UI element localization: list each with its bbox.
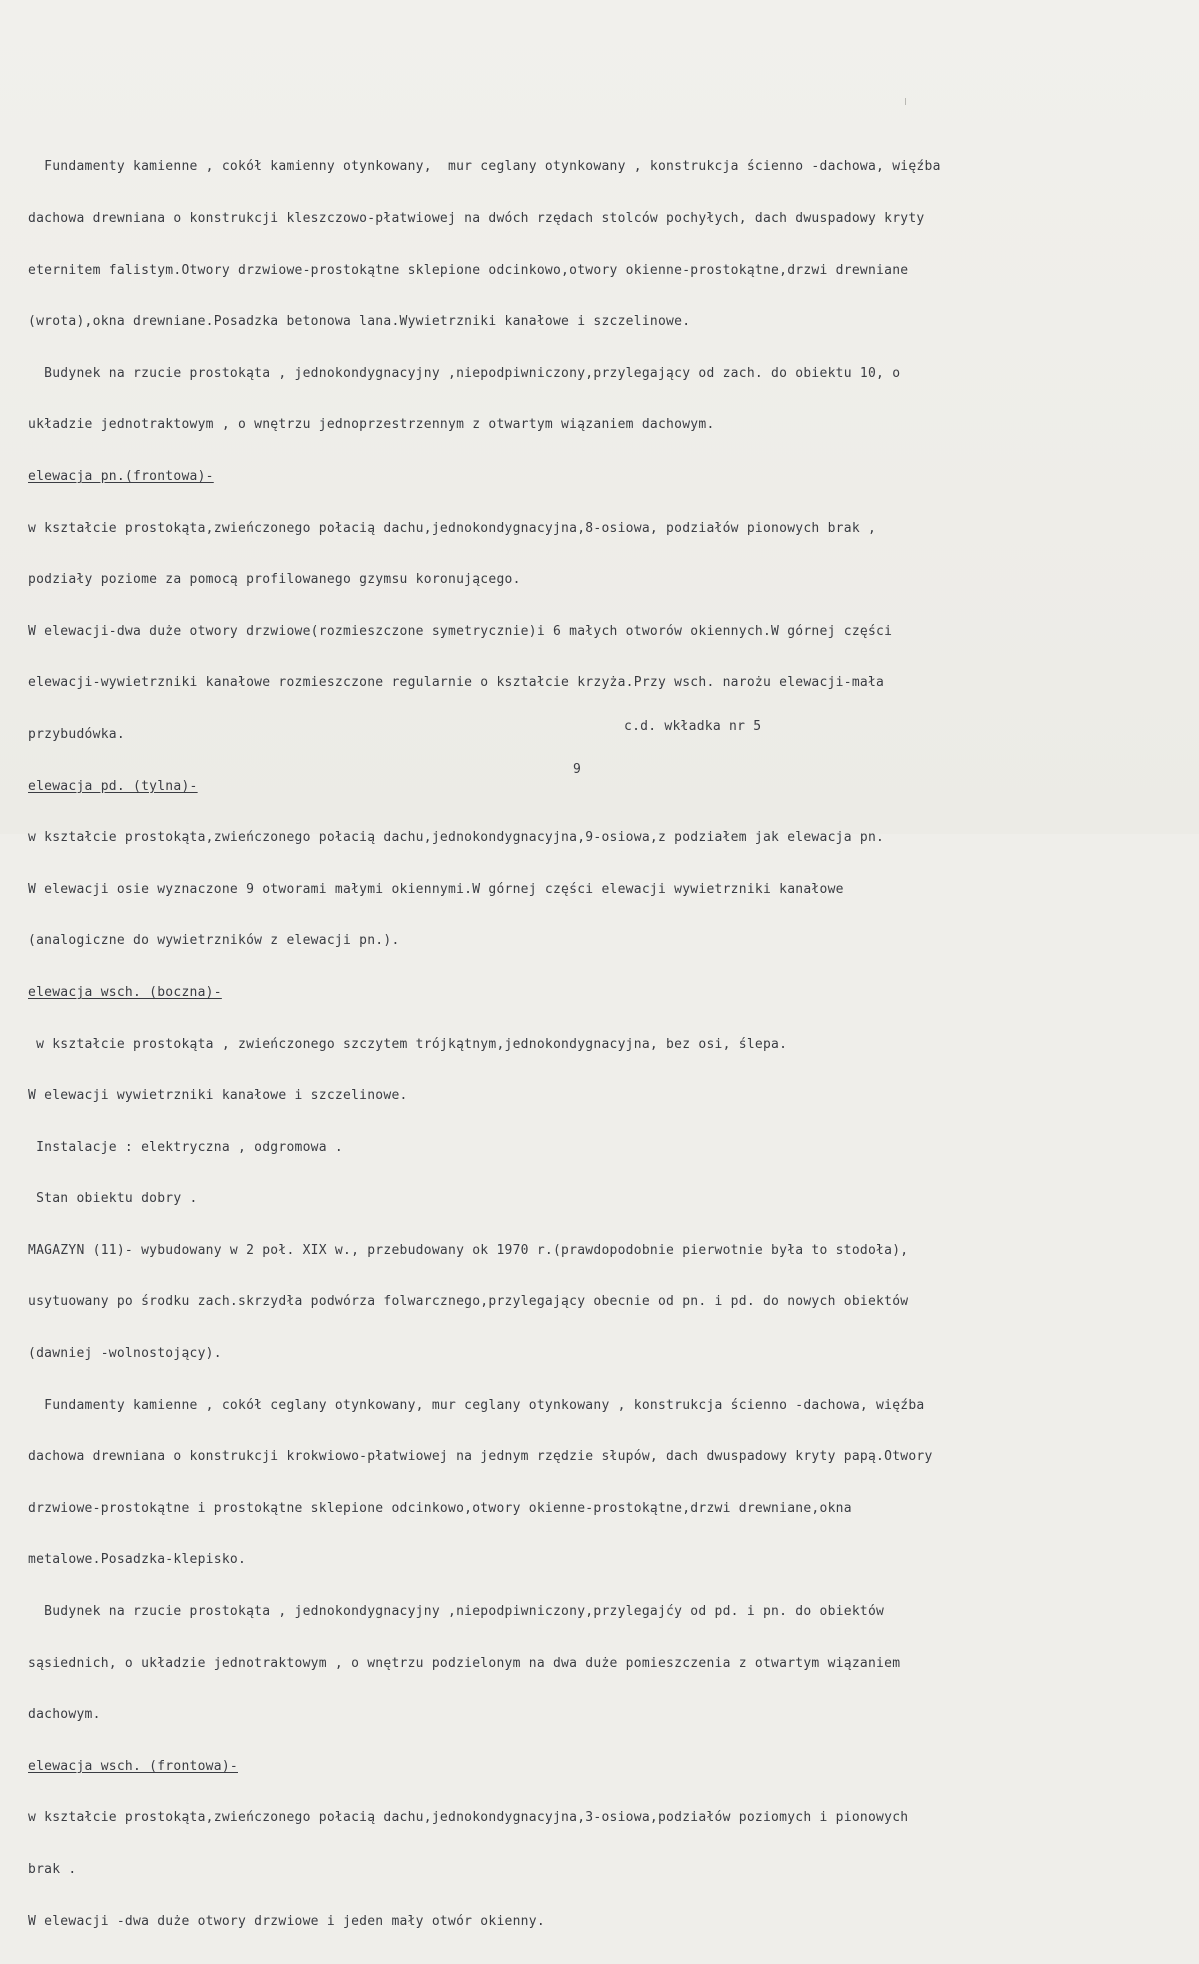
text-line: sąsiednich, o układzie jednotraktowym , o wnętrzu podzielonym na dwa duże pomieszczenia z otwartym wiązaniem [28, 1655, 901, 1671]
text-line: w kształcie prostokąta,zwieńczonego połacią dachu,jednokondygnacyjna,9-osiowa,z podziałem jak elewacja pn. [28, 830, 885, 846]
paper-mark [905, 98, 906, 105]
text-line: (analogiczne do wywietrzników z elewacji pn.). [28, 933, 400, 949]
text-line: brak . [28, 1862, 77, 1877]
text-line: dachowym. [28, 1707, 101, 1723]
text-line: usytuowany po środku zach.skrzydła podwórza folwarcznego,przylegający obecnie od pn. i pd. do nowych obiektów [28, 1294, 909, 1310]
text-line: drzwiowe-prostokątne i prostokątne sklepione odcinkowo,otwory okienne-prostokątne,drzwi drewniane,okna [28, 1500, 852, 1516]
text-line: Budynek na rzucie prostokąta , jednokondygnacyjny ,niepodpiwniczony,przylegajćy od pd. i pn. do obiektów [28, 1604, 885, 1620]
continuation-note: c.d. wkładka nr 5 [624, 719, 762, 734]
text-line: przybudówka. [28, 726, 125, 742]
page-number: 9 [573, 762, 581, 777]
text-line: w kształcie prostokąta , zwieńczonego szczytem trójkątnym,jednokondygnacyjna, bez osi, ślepa. [28, 1036, 788, 1052]
text-line: elewacji-wywietrzniki kanałowe rozmieszczone regularnie o kształcie krzyża.Przy wsch. narożu elewacji-mała [28, 675, 885, 691]
text-line: Instalacje : elektryczna , odgromowa . [28, 1139, 343, 1155]
text-line: W elewacji -dwa duże otwory drzwiowe i jeden mały otwór okienny. [28, 1913, 545, 1929]
text-line: Stan obiektu dobry . [28, 1191, 198, 1207]
section-heading: elewacja pd. (tylna)- [28, 778, 198, 794]
text-line: Fundamenty kamienne , cokół kamienny otynkowany, mur ceglany otynkowany , konstrukcja ścienno -dachowa, więźba [28, 159, 941, 175]
section-heading: elewacja wsch. (boczna)- [28, 984, 222, 1000]
text-line: w kształcie prostokąta,zwieńczonego połacią dachu,jednokondygnacyjna,8-osiowa, podziałów pionowych brak , [28, 520, 877, 536]
text-line: W elewacji-dwa duże otwory drzwiowe(rozmieszczone symetrycznie)i 6 małych otworów okiennych.W górnej części [28, 623, 893, 639]
text-line: W elewacji osie wyznaczone 9 otworami małymi okiennymi.W górnej części elewacji wywietrzniki kanałowe [28, 881, 844, 897]
text-line: W elewacji wywietrzniki kanałowe i szczelinowe. [28, 1088, 408, 1104]
text-line: MAGAZYN (11)- wybudowany w 2 poł. XIX w., przebudowany ok 1970 r.(prawdopodobnie pierwotnie była to stodoła), [28, 1242, 909, 1258]
text-line: dachowa drewniana o konstrukcji krokwiowo-płatwiowej na jednym rzędzie słupów, dach dwuspadowy kryty papą.Otwory [28, 1449, 933, 1465]
document-body [28, 124, 1178, 1964]
text-line: układzie jednotraktowym , o wnętrzu jednoprzestrzennym z otwartym wiązaniem dachowym. [28, 417, 715, 433]
text-line: (wrota),okna drewniane.Posadzka betonowa lana.Wywietrzniki kanałowe i szczelinowe. [28, 314, 691, 330]
text-line: w kształcie prostokąta,zwieńczonego połacią dachu,jednokondygnacyjna,3-osiowa,podziałów poziomych i pionowych [28, 1810, 909, 1826]
section-heading: elewacja wsch. (frontowa)- [28, 1758, 238, 1774]
text-line: eternitem falistym.Otwory drzwiowe-prostokątne sklepione odcinkowo,otwory okienne-prostokątne,drzwi drewniane [28, 262, 909, 278]
text-line: (dawniej -wolnostojący). [28, 1346, 222, 1362]
text-line: dachowa drewniana o konstrukcji kleszczowo-płatwiowej na dwóch rzędach stolców pochyłych, dach dwuspadowy kryty [28, 211, 925, 226]
section-heading: elewacja pn.(frontowa)- [28, 468, 214, 484]
text-line: Budynek na rzucie prostokąta , jednokondygnacyjny ,niepodpiwniczony,przylegający od zach. do obiektu 10, o [28, 365, 901, 381]
text-line: podziały poziome za pomocą profilowanego gzymsu koronującego. [28, 572, 521, 588]
text-line: metalowe.Posadzka-klepisko. [28, 1552, 247, 1568]
text-line: Fundamenty kamienne , cokół ceglany otynkowany, mur ceglany otynkowany , konstrukcja ścienno -dachowa, więźba [28, 1397, 925, 1413]
